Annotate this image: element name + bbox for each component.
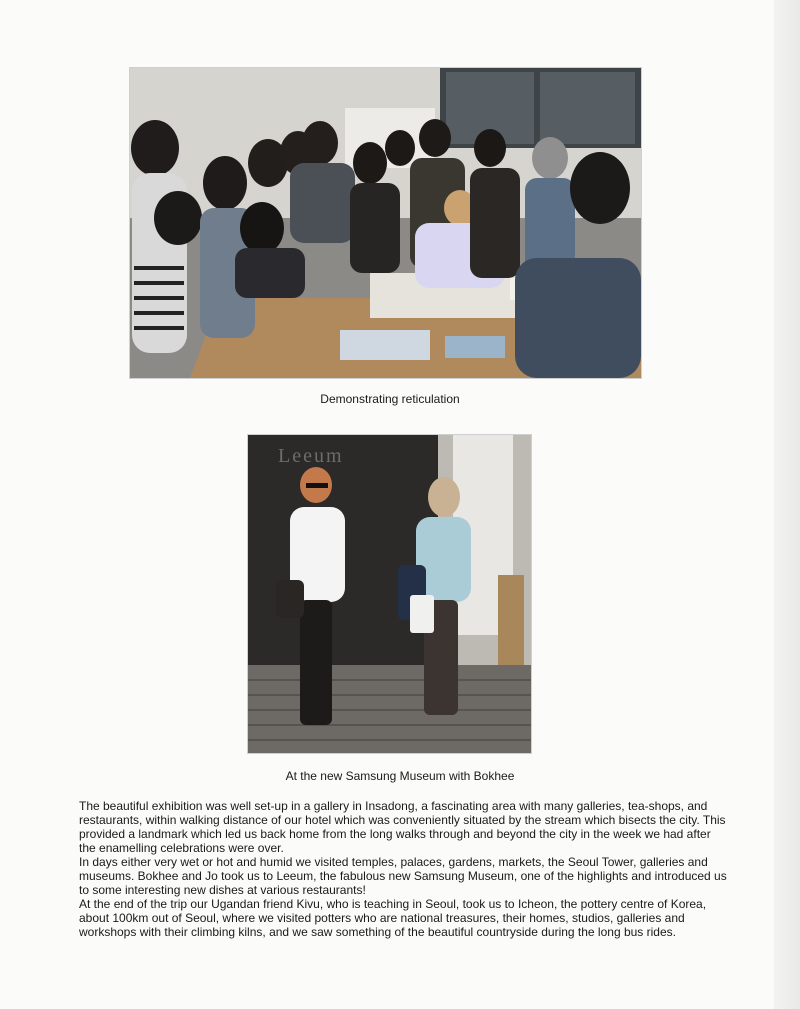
caption-photo-2: At the new Samsung Museum with Bokhee — [285, 769, 515, 783]
photo-image — [248, 435, 531, 753]
photo-demonstrating-reticulation — [130, 68, 641, 378]
photo-image — [130, 68, 641, 378]
body-text — [79, 799, 727, 939]
paragraph: In days either very wet or hot and humid we visited temples, palaces, gardens, markets, the Seoul Tower, galleries and museums. Bokhee and Jo took us to Leeum, the fabulous new Samsung Museum, one of the highlights and introduced us to some interesting new dishes at various restaurants! — [79, 855, 727, 897]
museum-sign: Leeum — [278, 445, 344, 467]
caption-photo-1: Demonstrating reticulation — [320, 392, 460, 406]
paragraph: The beautiful exhibition was well set-up in a gallery in Insadong, a fascinating area with many galleries, tea-shops, and restaurants, within walking distance of our hotel which was conveniently situated by the stream which bisects the city. This provided a landmark which led us back home from the long walks through and beyond the city in the week we had after the enamelling celebrations were over. — [79, 799, 726, 855]
page-edge — [774, 0, 800, 1009]
photo-samsung-museum — [248, 435, 531, 753]
paragraph: At the end of the trip our Ugandan friend Kivu, who is teaching in Seoul, took us to Icheon, the pottery centre of Korea, about 100km out of Seoul, where we visited potters who are national treasures, their homes, studios, galleries and workshops with their climbing kilns, and we saw something of the beautiful countryside during the long bus rides. — [79, 897, 707, 939]
